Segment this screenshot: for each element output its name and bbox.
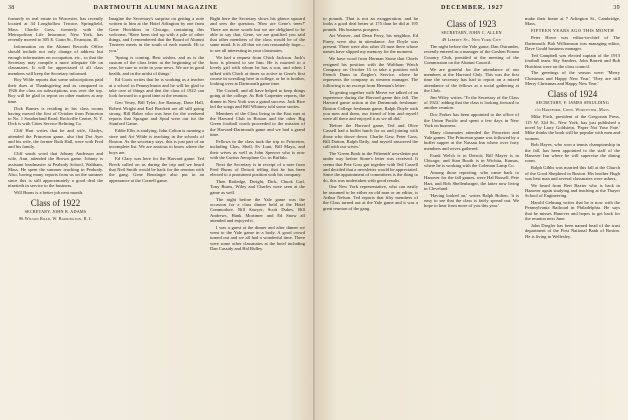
class-1922-heading: Class of 1922 xyxy=(30,198,81,209)
paragraph: We heard from Bert Baxter who is back in Hanover again studying and teaching at the Thayer School of Engineering. xyxy=(525,182,620,199)
class-1923-heading: Class of 1923 xyxy=(446,19,497,29)
class-1922-address: 96 Wilson Road, W. Barrington, R. I. xyxy=(19,216,92,222)
left-column-3 xyxy=(210,16,305,420)
paragraph: Eddie Ellis is studying, John Colton is running a store and Art Wilde is teaching in the schools of Boston. As the secretary says, this is just part of an incomplete list. We are anxious to know where the boys are. xyxy=(109,128,204,155)
class-1923-address: 49 Liberty St., New York City xyxy=(441,37,502,42)
left-running-head xyxy=(8,4,305,13)
paragraph: Harold Gehrung writes that he is now with the Pennsylvania Railroad in Philadelphia. He says that he misses Hanover and hopes to get back for the reunion next June. xyxy=(525,200,620,222)
paragraph: Imagine the Secretary's surprise on getting a note written to him at the Hotel Arlington by one from Gene Hotchkiss in Chicago, containing this welcome, 'Have been tied up with a pile of other things, and I remembered that the Board of Alumni Trustees meets in the south of each month. Hi to you.' xyxy=(109,16,204,53)
right-page-number: 39 xyxy=(613,5,620,11)
paragraph: I was a guest at the dinner and after dinner we went to the Yale game in a body. A good crowd turned out and we all had a wonderful time. There were some other classmates at the hotel including Dan Cassidy and Hal Ridley. xyxy=(210,224,305,251)
sidebar-paragraph: Ted Campbell was elected captain of the 1913 football team. Sky Sanders, John Barrett and Bob Hutchins were on the class council. xyxy=(525,52,620,69)
paragraph: Many classmates attended the Princeton and Yale games. The Princeton game was followed by a buffet supper at the Nassau Inn where over forty members and wives gathered. xyxy=(424,129,519,151)
paragraph: Roy Wilde reports that some subscriptions paid their dues at Thanksgiving and as compared to 1926 the class on subscriptions was over the top. Roy will be glad to report on other matters at any time. xyxy=(8,77,103,104)
paragraph: The Cornell, and all have helped to keep things going at the college. As Bob Carpenter reports, the dinner in New York was a grand success. Jack Rice led the songs and Bill Whitney told some stories. xyxy=(210,88,305,109)
right-running-head xyxy=(323,4,620,13)
fifteen-years-ago-heading: FIFTEEN YEARS AGO THIS MONTH xyxy=(531,28,614,34)
paragraph: Members of the Class living in the East met at the Harvard Club in Boston and the other Big Green football coach proceeded to the mission of the Harvard-Dartmouth game and we had a grand time. xyxy=(210,110,305,138)
sidebar-paragraph: Peter Howe was editor-in-chief of The Dartmouth. Bob Williamson was managing editor, Dave Gould business manager. xyxy=(525,35,620,52)
left-page xyxy=(0,0,313,420)
paragraph: Dick Barnes is residing in his class rooms having moved the first of October from Princeton to No. 1 Southerland Road, Rockville Centre, N. Y. Dick is with Cities Service Refining Co. xyxy=(8,105,103,127)
paragraph: Will Burns is a better job next month. xyxy=(14,189,84,195)
paragraph: The night before the Yale game, Dan Ostrander, recently entered as a manager of the Goshen Forum Country Club, presided at the meeting of the Commission on the Alumni Council. xyxy=(424,44,519,65)
left-column-2 xyxy=(109,16,204,420)
paragraph: Ed Coots writes that he is working as a teacher at a school in Pennsylvania and he will be glad to take care of things and that the class of 1922 can look forward to a good time at the reunion. xyxy=(109,77,204,99)
paragraph: The 'Green Book in the Fifteenth' newsletter put under way before Stone's letter was received. It seems that Pete Goss got together with Ted Cassell and decided that a newsletter would be appreciated. Since the appointment of committees is the thing to do, this was undertaken with good results. xyxy=(323,151,418,183)
right-page xyxy=(315,0,628,420)
paragraph: Cliff sends word that Johnny Anderson and wife, Ann, attended the Brown game. Johnny is assistant headmaster at Peabody School, Waltham, Mass. He spent the summer teaching in Peabody. Also, having many reports from us on the summer since this is still approximately a good deal the ninetieth in service to the business. xyxy=(8,151,103,188)
sidebar-paragraph: The greetings of the season were: 'Merry Christmas and Happy New Year.' 'They are still Merry Christmas and Happy New Year.' xyxy=(525,70,620,87)
paragraph: Right here the Secretary slows his glance upward and sees the question, 'How are Gene's trees?' There are more words but we are delighted to be able to say that, Gene, we are gratified you said that other members of the class would be of the same mind. It is all that we can reasonably hope—to see all interesting in your classmates. xyxy=(210,16,305,53)
class-1924-secretary: SECRETARY, F. JAMES SPAULDING xyxy=(536,100,609,106)
left-running-title: DARTMOUTH ALUMNI MAGAZINE xyxy=(93,4,219,11)
paragraph: Doc Parker has been appointed to the office of the Union Pacific and spent a few days in New York on business. xyxy=(424,112,519,128)
paragraph: Geo Vesey, Bill Tyler, Joe Ramsay, Dave Hall, Robert Wright and Earl Brackett are all still going strong. Bill Baker who was here for the weekend reports that Sprague and Spud were out for the Stanford Game. xyxy=(109,100,204,127)
paragraph: We had a request from Chick Jackson. Jack's boss is pleased to see him. He is married to a lovely girl with whom he has a son, and when I talked with Chick at times so active in Gene's first course in wrestling here in college, or he is brother, looking over at Dartmouth game time. xyxy=(210,54,305,87)
right-column-3 xyxy=(525,16,620,420)
paragraph: Cliff Hart writes that he and wife, Gladys, attended the Princeton game, also that Dot Ayer and his wife, the former Ruth Hall, were with Fred and his family. xyxy=(8,128,103,150)
class-1924-heading: Class of 1924 xyxy=(547,89,598,100)
class-1924-address: c/o Hartford, Conn. Worcester, Mass. xyxy=(534,107,611,113)
paragraph: Frank Welch is in Detroit; Bill Mayer is in Chicago; and Stan Booth is in Wichita, Kansas, where he is working with the Coleman Lamp Co. xyxy=(424,152,519,169)
left-page-number: 38 xyxy=(8,5,15,11)
paragraph: Jim Wiley writes: 'To the Secretary of the Class of 1923,' adding that the class is looking forward to another reunion. xyxy=(424,94,519,111)
paragraph: formerly in real estate in Worcester, has recently located at 34 Longhollow Terrace, Springfield, Mass. Charlie Goss, formerly with the Metropolitan Life Insurance, New York, has recently moved to 305 E. Crain St., Evanston, Ill. xyxy=(8,16,103,43)
paragraph: Ralph Gibbs was married this fall at the Church of the Good Shepherd in Boston. His brother Hugh was best man and several classmates were ushers. xyxy=(525,165,620,181)
paragraph: We are grateful for the attendance of our members at the Harvard Club. This was the first time the secretary has had to report on a mixed attendance of the fellows at a social gathering at the Club. xyxy=(424,66,519,93)
paragraph: to pounds. That is not an exaggeration, and he looks a good deal better at 175 than he did at 195 pounds. His business prospers. xyxy=(323,16,418,32)
class-1923-secretary: SECRETARY, JOHN C. ALLEN xyxy=(441,30,502,35)
right-columns xyxy=(323,16,620,420)
paragraph: One New York representative, who can easily be assumed to be either an old man or an editor, is Arthur Nelson. Ted reports that fifty members of the Class turned out at the Yale game and it was a great reunion of the gang. xyxy=(323,184,418,211)
right-column-2 xyxy=(424,16,519,420)
paragraph: make their home at 7 Arlington St., Cambridge, Mass. xyxy=(525,16,620,27)
paragraph: Among those reporting, who came back to Hanover for the fall games, were Hal Russell, Pete Hart, and Bob Shellenbarger, the latter now living in Cleveland. xyxy=(424,170,519,191)
paragraph: Fellows in the class took the trip to Princeton, including Chas, Shell, Ev Lunt, Bill Mayo, and their wives as well as John Spencer who is now with the Curtiss Aeroplane Co. in Buffalo. xyxy=(210,138,305,160)
left-columns xyxy=(8,16,305,420)
paragraph: Art Weaver, and Dean Ferry, his neighbor, Ed Furey, were also in attendance. Joe Doyle was present. There were also other 23 men there whose names have slipped my memory for the moment. xyxy=(323,33,418,55)
right-running-date: DECEMBER, 1927 xyxy=(440,4,504,11)
paragraph: Bob Hayes, who won a tennis championship in the fall, has been appointed to the staff of the Hanover Inn where he will supervise the dining room. xyxy=(525,142,620,164)
paragraph: Mike Fitch, president of the Gregorian Press, 115 W. 32d St., New York, has just published a novel by Larry Goldstein, 'Paper Not Your Fate.' Mike thinks the book will be popular with men and women. xyxy=(525,114,620,141)
paragraph: John Dregler has been named head of the trust department of the First National Bank of Boston. He is living in Wellesley. xyxy=(525,222,620,239)
paragraph: Then Rutledge, Dwight, Dick, Chuck Carl, Tony Burns, Wiley and Charles were seen at the game as well. xyxy=(210,179,305,195)
paragraph: Information on the Alumni Records Office should include not only change of address but enough information on occupation, etc., so that the Secretary may compile a more adequate file on classmates. It will be appreciated if all class members will keep the Secretary informed. xyxy=(8,44,103,76)
paragraph: We have word from Herman Stone that Chiefs resigned his position with the Waltham Watch Company on October 15 to take a position with French Dunn in Ziegler's Service, where he represents the company as western manager. The following is an excerpt from Herman's letter: xyxy=(323,56,418,88)
paragraph: 'In getting together with Merve we talked of an experience during the Harvard game this fall. The Harvard game action at the Dartmouth freshman-Boston College freshman game, Ralph Doyle with you men and them, our friend of him and myself were all there and enjoyed it as we all did.' xyxy=(323,89,418,122)
paragraph: 'Spring is coming. Best wishes, and as is the custom of the class letter at the beginning of the year, be sure to write in your news. We are in good health, and in the midst of things.' xyxy=(109,54,204,76)
paragraph: The night before the Yale game was the occasion for a class dinner held at the Hotel Commodore. Bill Sawyer, Scott Dukes, Bill Andrews, Hank Mortimer and Ed Snow all attended and enjoyed it. xyxy=(210,196,305,223)
right-column-1 xyxy=(323,16,418,420)
paragraph: Next the Secretary is in receipt of a note from Fred Burns of Detroit telling that he has been elected to a prominent position with his company. xyxy=(210,161,305,178)
paragraph: Ed Clary was here for the Harvard game. Ted Breck called on us during the trip and we heard that Neil Smith would be back for the reunion with the gang. Gene Benzinger also put in an appearance at the Cornell game. xyxy=(109,156,204,183)
class-1922-secretary: SECRETARY, JOHN R. ADAMS xyxy=(24,209,87,215)
paragraph: 'Having looked on,' writes Ralph Bolten, 'it is easy to see that the class is fairly spread out. We hope to hear from more of you this year.' xyxy=(424,192,519,209)
left-column-1 xyxy=(8,16,103,420)
paragraph: 'Before the Harvard game, Ted and Olive Cassell had a buffet lunch for us and joining with those who drove down. Charlie Gaw, Peter Goss, Bill Dutton, Ralph Daily, and myself answered the call with our wives.' xyxy=(323,123,418,150)
